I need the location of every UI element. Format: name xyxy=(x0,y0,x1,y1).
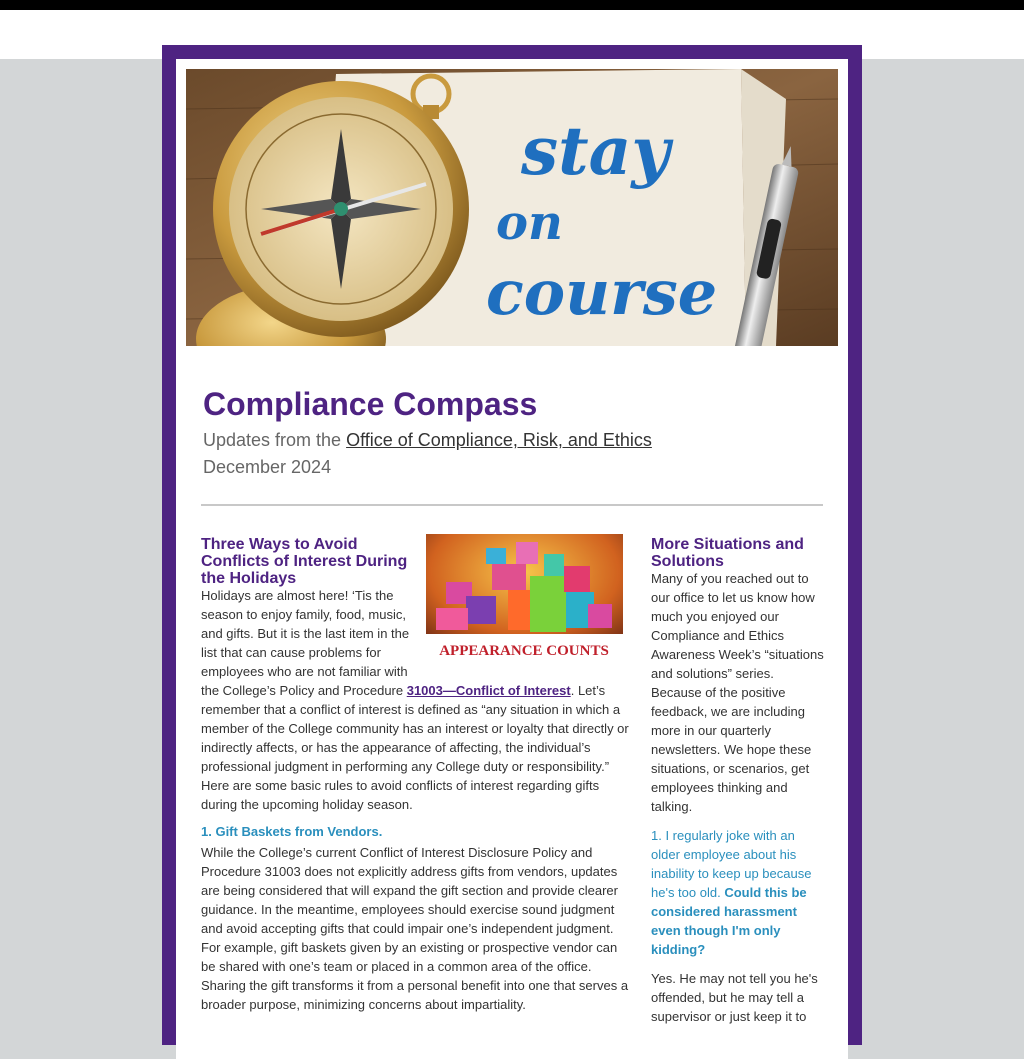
divider xyxy=(201,504,823,506)
office-link[interactable]: Office of Compliance, Risk, and Ethics xyxy=(346,430,652,450)
question-1-scenario: 1. I regularly joke with an older employee about his inability to keep up because he's too old. xyxy=(651,828,812,900)
hero-text-on: on xyxy=(496,195,563,251)
sidebar-intro: Many of you reached out to our office to let us know how much you enjoyed our Compliance and Ethics Awareness Week’s “situations and solutions” series. Because of the positive feedback, we are including more in our quarterly newsletters. We hope these situations, or scenarios, get employees thinking and talking. xyxy=(651,571,824,814)
section-1-body: While the College’s current Conflict of Interest Disclosure Policy and Procedure 31003 does not explicitly address gifts from vendors, updates are being considered that will expand the gift section and provide clearer guidance. In the meantime, employees should exercise sound judgment and avoid accepting gifts that could impair one’s independent judgment. For example, gift baskets given by an existing or prospective vendor can be shared with one’s team or placed in a common area of the office. Sharing the gift transforms it from a personal benefit into one that serves a broader purpose, minimizing concerns about impartiality. xyxy=(201,845,629,1012)
sidebar-title: More Situations and Solutions xyxy=(651,536,804,570)
question-1-question: Could this be considered harassment even though I'm only kidding? xyxy=(651,885,807,957)
main-article-title: Three Ways to Avoid Conflicts of Interest During the Holidays xyxy=(201,536,408,587)
main-article-paragraph-2 xyxy=(201,681,631,814)
section-1-heading: 1. Gift Baskets from Vendors. xyxy=(201,824,383,839)
newsletter-subtitle xyxy=(203,430,652,451)
paragraph-2-prefix: the College’s Policy and Procedure xyxy=(201,683,407,698)
policy-31003-link[interactable]: 31003—Conflict of Interest xyxy=(406,683,571,698)
newsletter-frame xyxy=(162,45,862,1045)
hero-text-stay: stay xyxy=(521,112,670,190)
paragraph-2-suffix: . Let’s remember that a conflict of interest is defined as “any situation in which a member of the College community has an interest or loyalty that directly or indirectly affects, or has the appearance of affecting, the individual’s professional judgment in performing any College duty or responsibility.” Here are some basic rules to avoid conflicts of interest regarding gifts during the upcoming holiday season. xyxy=(201,683,629,812)
sidebar-answer-1: Yes. He may not tell you he's offended, but he may tell a supervisor or just keep it to xyxy=(651,971,818,1024)
top-bar xyxy=(0,0,1024,10)
hero-text-course: course xyxy=(486,256,718,329)
sidebar-question-1 xyxy=(651,826,821,959)
issue-date: December 2024 xyxy=(203,457,332,477)
stay-on-course-illustration xyxy=(186,69,838,346)
subtitle-prefix: Updates from the xyxy=(203,430,347,450)
gifts-image-caption: APPEARANCE COUNTS xyxy=(439,643,609,659)
newsletter-title: Compliance Compass xyxy=(203,386,538,422)
main-article-paragraph-1: Holidays are almost here! ‘Tis the season to enjoy family, food, music, and gifts. But it is the last item in the list that can cause problems for employees who are not familiar with xyxy=(201,588,410,679)
newsletter-body xyxy=(176,59,848,1059)
gifts-image xyxy=(426,534,623,661)
gift-boxes-illustration xyxy=(426,534,623,661)
hero-image xyxy=(186,69,838,346)
